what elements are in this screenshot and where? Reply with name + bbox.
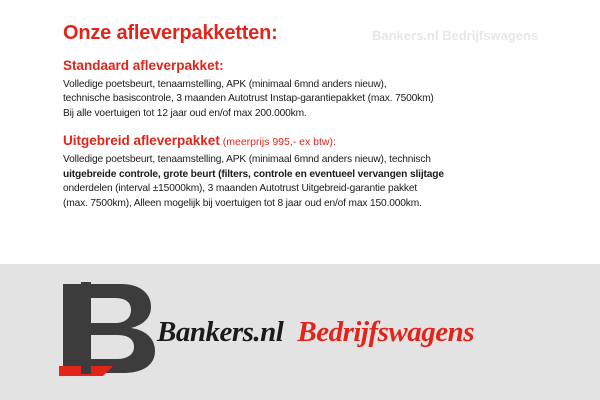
document-content <box>17 0 600 268</box>
section-uitgebreid-title-text: Uitgebreid afleverpakket <box>63 133 220 149</box>
section-standaard-line-1: Volledige poetsbeurt, tenaamstelling, APK (minimaal 6mnd anders nieuw), <box>63 78 387 90</box>
section-uitgebreid-line-2: uitgebreide controle, grote beurt (filters, controle en eventueel vervangen slijtage <box>63 168 444 180</box>
brand-row <box>157 316 474 349</box>
section-standaard-body <box>63 78 580 121</box>
section-standaard-line-2: technische basiscontrole, 3 maanden Autotrust Instap-garantiepakket (max. 7500km) <box>63 93 434 105</box>
brand-name: Bankers.nl <box>157 316 284 348</box>
section-standaard-title-text: Standaard afleverpakket: <box>63 58 224 73</box>
page-title: Onze afleverpakketten: <box>63 22 278 44</box>
section-standaard <box>63 58 580 121</box>
footer-band <box>0 264 600 400</box>
bankers-logo-icon <box>57 280 169 376</box>
section-uitgebreid-line-1: Volledige poetsbeurt, tenaamstelling, APK (minimaal 6mnd anders nieuw), technisch <box>63 154 431 166</box>
section-uitgebreid-subtitle: (meerprijs 995,- ex btw): <box>219 136 336 149</box>
footer-inner <box>17 264 600 400</box>
section-standaard-title <box>63 58 580 75</box>
left-bar-white-top <box>0 0 17 264</box>
section-uitgebreid-title <box>63 133 580 150</box>
section-uitgebreid-line-3: onderdelen (interval ±15000km), 3 maanden Autotrust Uitgebreid-garantie pakket <box>63 183 418 195</box>
section-uitgebreid-line-4: (max. 7500km), Alleen mogelijk bij voertuigen tot 8 jaar oud en/of max 150.000km. <box>63 197 422 209</box>
brand-tagline: Bedrijfswagens <box>297 316 475 348</box>
section-uitgebreid-body <box>63 153 580 211</box>
watermark-text: Bankers.nl Bedrijfswagens <box>372 28 539 43</box>
section-standaard-line-3: Bij alle voertuigen tot 12 jaar oud en/of max 200.000km. <box>63 107 307 119</box>
section-uitgebreid <box>63 133 580 211</box>
